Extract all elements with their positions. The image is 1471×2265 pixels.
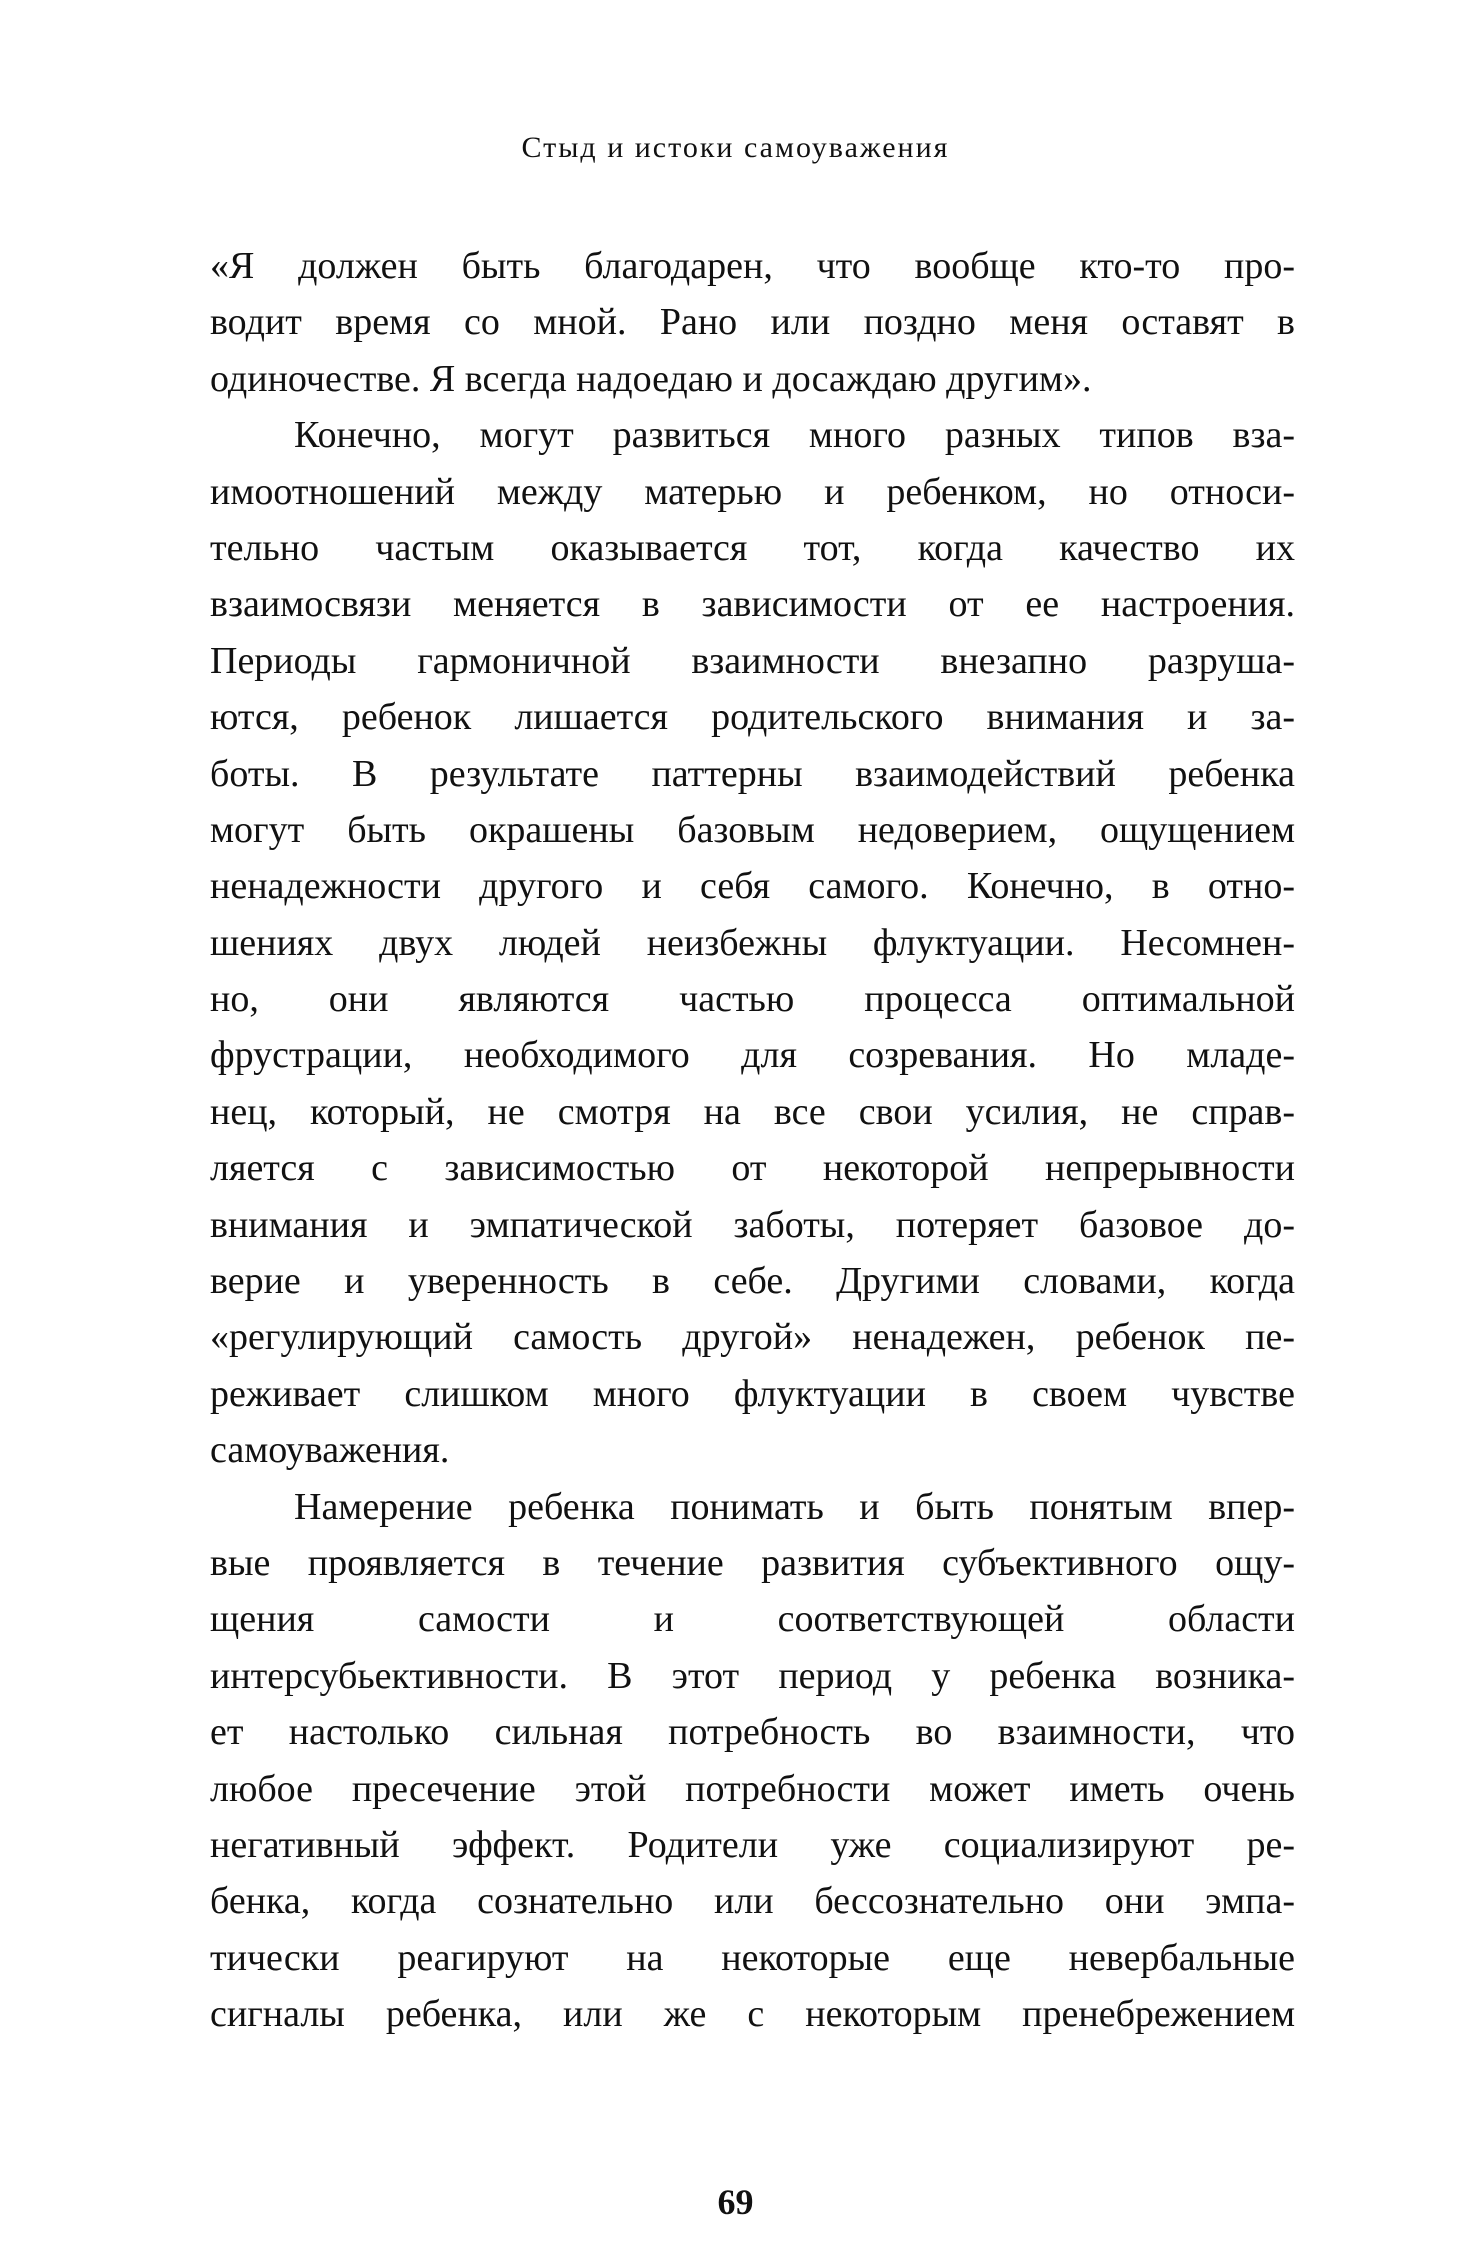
- text-line: верие и уверенность в себе. Другими словами, когда: [210, 1260, 1295, 1303]
- page-number: 69: [717, 2182, 754, 2222]
- text-line: фрустрации, необходимого для созревания. Но младе-: [210, 1034, 1295, 1077]
- text-line: ляется с зависимостью от некоторой непрерывности: [210, 1147, 1295, 1190]
- text-line: «Я должен быть благодарен, что вообще кто-то про-: [210, 245, 1295, 287]
- body-text: [210, 238, 1295, 2043]
- text-line: любое пресечение этой потребности может иметь очень: [210, 1767, 1295, 1810]
- text-line: внимания и эмпатической заботы, потеряет базовое до-: [210, 1203, 1295, 1246]
- text-line: имоотношений между матерью и ребенком, но относи-: [210, 470, 1295, 513]
- running-head: Стыд и истоки самоуважения: [521, 131, 950, 164]
- text-line: интерсубьективности. В этот период у ребенка возника-: [210, 1654, 1295, 1697]
- text-line: негативный эффект. Родители уже социализируют ре-: [210, 1823, 1295, 1866]
- text-line: Периоды гармоничной взаимности внезапно разруша-: [210, 639, 1295, 682]
- text-line: могут быть окрашены базовым недоверием, ощущением: [210, 808, 1295, 851]
- text-line: нец, который, не смотря на все свои усилия, не справ-: [210, 1090, 1295, 1133]
- text-line: Конечно, могут развиться много разных типов вза-: [294, 414, 1295, 457]
- text-line: ет настолько сильная потребность во взаимности, что: [210, 1711, 1295, 1754]
- text-line: шениях двух людей неизбежны флуктуации. Несомнен-: [210, 921, 1295, 964]
- text-line: ненадежности другого и себя самого. Конечно, в отно-: [210, 865, 1295, 908]
- text-line: вые проявляется в течение развития субъективного ощу-: [210, 1541, 1295, 1584]
- text-line: сигналы ребенка, или же с некоторым пренебрежением: [210, 1993, 1295, 2036]
- text-line: «регулирующий самость другой» ненадежен, ребенок пе-: [210, 1316, 1295, 1359]
- text-line: взаимосвязи меняется в зависимости от ее настроения.: [210, 583, 1295, 626]
- text-line: одиночестве. Я всегда надоедаю и досаждаю другим».: [210, 357, 1092, 400]
- text-line: ются, ребенок лишается родительского внимания и за-: [210, 696, 1295, 739]
- text-line: бенка, когда сознательно или бессознательно они эмпа-: [210, 1880, 1295, 1923]
- text-line: тельно частым оказывается тот, когда качество их: [210, 526, 1295, 569]
- text-line: Намерение ребенка понимать и быть понятым впер-: [294, 1485, 1295, 1528]
- text-line: реживает слишком много флуктуации в своем чувстве: [210, 1372, 1295, 1415]
- text-line: но, они являются частью процесса оптимальной: [210, 978, 1295, 1021]
- text-line: боты. В результате паттерны взаимодействий ребенка: [210, 752, 1295, 795]
- text-line: самоуважения.: [210, 1429, 450, 1472]
- text-line: водит время со мной. Рано или поздно меня оставят в: [210, 301, 1295, 344]
- text-line: тически реагируют на некоторые еще невербальные: [210, 1936, 1295, 1979]
- text-line: щения самости и соответствующей области: [210, 1598, 1295, 1641]
